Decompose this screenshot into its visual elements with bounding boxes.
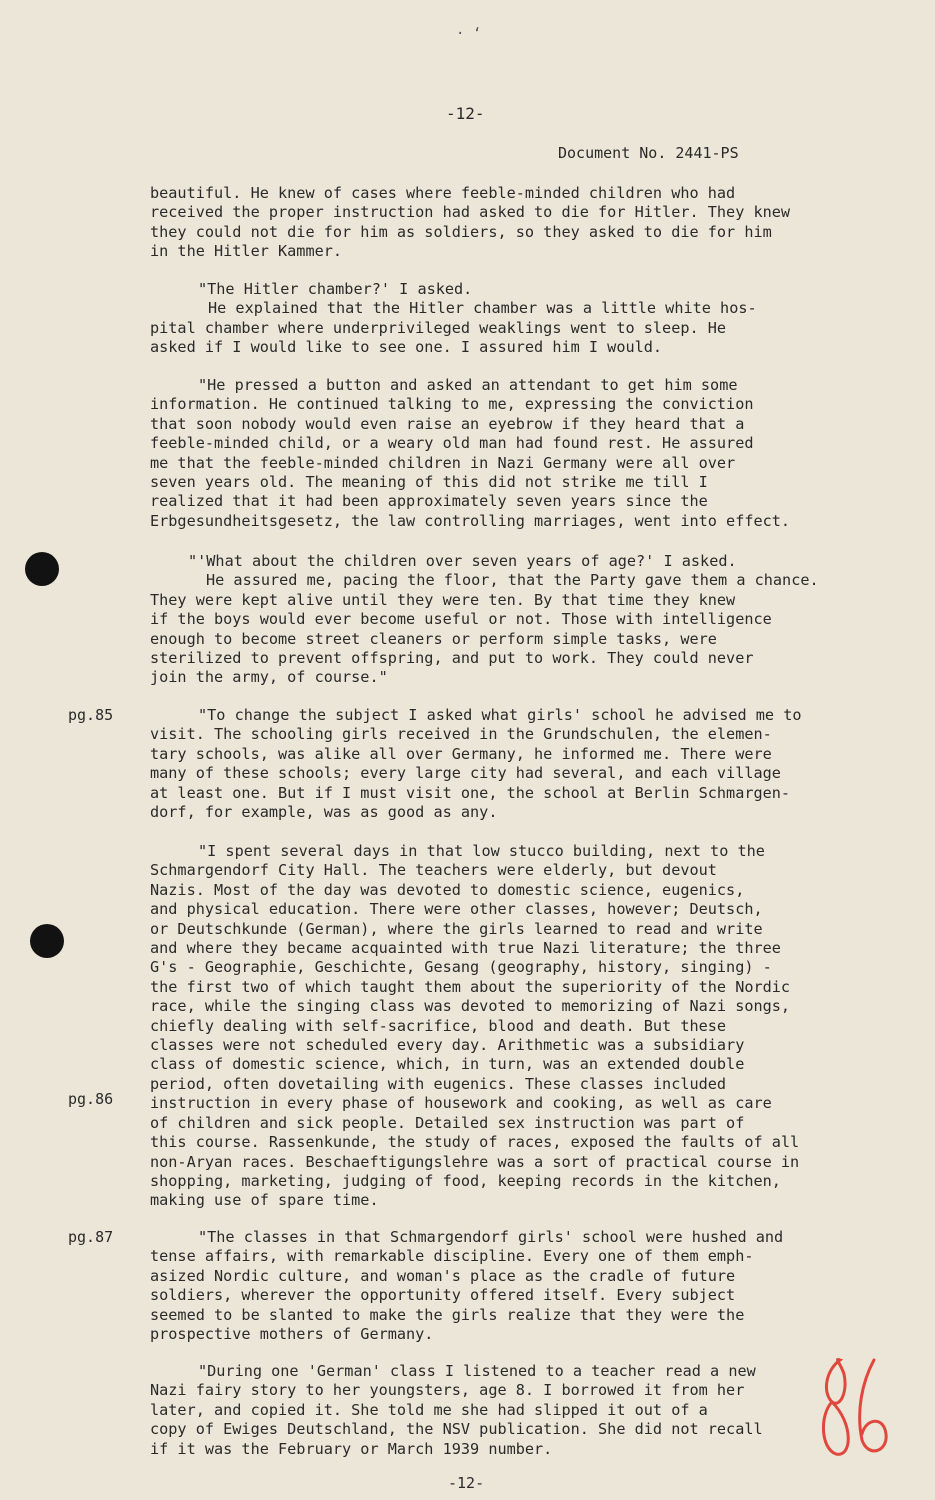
paragraph-5 — [150, 706, 860, 822]
text-line: if the boys would ever become useful or not. Those with intelligence — [150, 610, 772, 629]
paragraph-1 — [150, 184, 860, 262]
handwritten-number-86 — [818, 1352, 898, 1462]
paragraph-4 — [150, 552, 860, 688]
text-line: seven years old. The meaning of this did not strike me till I — [150, 473, 708, 492]
text-line: me that the feeble-minded children in Nazi Germany were all over — [150, 453, 736, 472]
text-line: received the proper instruction had asked to die for Hitler. They knew — [150, 203, 791, 222]
text-line: "The classes in that Schmargendorf girls' school were hushed and — [198, 1228, 784, 1246]
text-line: "I spent several days in that low stucco building, next to the — [198, 842, 765, 860]
text-line: class of domestic science, which, in turn, was an extended double — [150, 1055, 745, 1074]
text-line: period, often dovetailing with eugenics. These classes included — [150, 1074, 727, 1093]
text-line: Schmargendorf City Hall. The teachers were elderly, but devout — [150, 861, 717, 880]
document-number: Document No. 2441-PS — [558, 144, 739, 162]
text-line: prospective mothers of Germany. — [150, 1325, 434, 1344]
margin-note-pg85: pg.85 — [68, 706, 114, 724]
text-line: Erbgesundheitsgesetz, the law controlling marriages, went into effect. — [150, 511, 791, 530]
text-line: in the Hitler Kammer. — [150, 242, 343, 261]
text-line: asked if I would like to see one. I assured him I would. — [150, 338, 663, 357]
text-line: beautiful. He knew of cases where feeble-minded children who had — [150, 184, 736, 202]
punch-hole-bottom — [30, 924, 64, 958]
top-speck-mark: · ‘ — [456, 26, 482, 42]
text-line: asized Nordic culture, and woman's place as the cradle of future — [150, 1266, 736, 1285]
text-line: Nazi fairy story to her youngsters, age 8. I borrowed it from her — [150, 1381, 745, 1400]
text-line: copy of Ewiges Deutschland, the NSV publication. She did not recall — [150, 1420, 763, 1439]
text-line: if it was the February or March 1939 number. — [150, 1439, 553, 1458]
paragraph-2 — [150, 280, 860, 358]
text-line: instruction in every phase of housework and cooking, as well as care — [150, 1094, 772, 1113]
paragraph-8 — [150, 1362, 860, 1459]
text-line: dorf, for example, was as good as any. — [150, 803, 498, 822]
punch-hole-top — [25, 552, 59, 586]
text-line: making use of spare time. — [150, 1191, 379, 1210]
text-line: soldiers, wherever the opportunity offered itself. Every subject — [150, 1286, 736, 1305]
text-line: visit. The schooling girls received in the Grundschulen, the elemen- — [150, 725, 772, 744]
paragraph-6 — [150, 842, 860, 1211]
margin-note-pg87: pg.87 — [68, 1228, 114, 1246]
text-line: classes were not scheduled every day. Arithmetic was a subsidiary — [150, 1036, 745, 1055]
text-line: of children and sick people. Detailed sex instruction was part of — [150, 1113, 745, 1132]
text-line: information. He continued talking to me, expressing the conviction — [150, 395, 754, 414]
text-line: chiefly dealing with self-sacrifice, blood and death. But these — [150, 1016, 727, 1035]
text-line: many of these schools; every large city had several, and each village — [150, 764, 781, 783]
text-line: "The Hitler chamber?' I asked. — [198, 280, 473, 298]
text-line: that soon nobody would even raise an eyebrow if they heard that a — [150, 414, 745, 433]
text-line: they could not die for him as soldiers, so they asked to die for him — [150, 222, 772, 241]
text-line: join the army, of course." — [150, 668, 388, 687]
text-line: They were kept alive until they were ten. By that time they knew — [150, 590, 736, 609]
text-line: shopping, marketing, judging of food, keeping records in the kitchen, — [150, 1171, 781, 1190]
text-line: "To change the subject I asked what girls' school he advised me to — [198, 706, 802, 724]
paragraph-3 — [150, 376, 860, 531]
page-number-bottom: -12- — [448, 1474, 485, 1492]
text-line: the first two of which taught them about the superiority of the Nordic — [150, 977, 791, 996]
text-line: realized that it had been approximately seven years since the — [150, 492, 708, 511]
text-line: race, while the singing class was devoted to memorizing of Nazi songs, — [150, 997, 791, 1016]
text-line: this course. Rassenkunde, the study of races, exposed the faults of all — [150, 1133, 800, 1152]
text-line: seemed to be slanted to make the girls realize that they were the — [150, 1305, 745, 1324]
text-line: sterilized to prevent offspring, and put to work. They could never — [150, 649, 754, 668]
text-line: enough to become street cleaners or perform simple tasks, were — [150, 629, 717, 648]
text-line: and physical education. There were other classes, however; Deutsch, — [150, 900, 763, 919]
text-line: and where they became acquainted with true Nazi literature; the three — [150, 939, 781, 958]
text-line: He explained that the Hitler chamber was a little white hos- — [208, 299, 757, 318]
text-line: "'What about the children over seven years of age?' I asked. — [188, 552, 737, 570]
text-line: tense affairs, with remarkable discipline. Every one of them emph- — [150, 1247, 754, 1266]
text-line: "He pressed a button and asked an attendant to get him some — [198, 376, 738, 394]
text-line: at least one. But if I must visit one, the school at Berlin Schmargen- — [150, 783, 791, 802]
text-line: Nazis. Most of the day was devoted to domestic science, eugenics, — [150, 880, 745, 899]
text-line: non-Aryan races. Beschaeftigungslehre was a sort of practical course in — [150, 1152, 800, 1171]
text-line: pital chamber where underprivileged weaklings went to sleep. He — [150, 318, 727, 337]
text-line: feeble-minded child, or a weary old man had found rest. He assured — [150, 434, 754, 453]
text-line: He assured me, pacing the floor, that the Party gave them a chance. — [206, 571, 819, 590]
paragraph-7 — [150, 1228, 860, 1344]
page-number-top: -12- — [446, 104, 485, 123]
text-line: G's - Geographie, Geschichte, Gesang (geography, history, singing) - — [150, 958, 772, 977]
text-line: or Deutschkunde (German), where the girls learned to read and write — [150, 919, 763, 938]
text-line: tary schools, was alike all over Germany, he informed me. There were — [150, 744, 772, 763]
text-line: "During one 'German' class I listened to a teacher read a new — [198, 1362, 756, 1380]
margin-note-pg86: pg.86 — [68, 1090, 114, 1108]
text-line: later, and copied it. She told me she had slipped it out of a — [150, 1400, 708, 1419]
